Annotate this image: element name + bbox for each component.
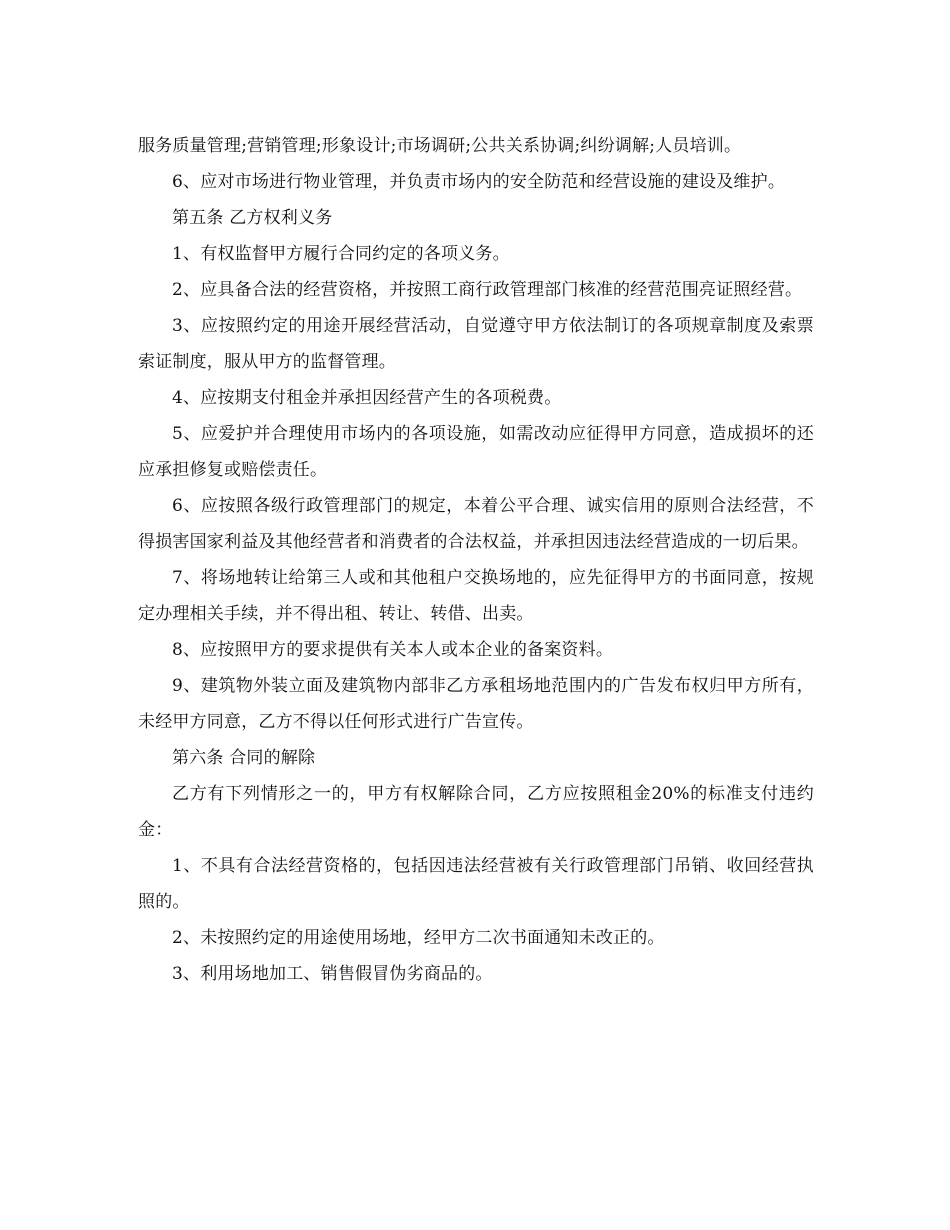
paragraph-1: 服务质量管理;营销管理;形象设计;市场调研;公共关系协调;纠纷调解;人员培训。	[138, 136, 742, 156]
paragraph-5: 2、应具备合法的经营资格，并按照工商行政管理部门核准的经营范围亮证照经营。	[172, 280, 803, 300]
paragraph-12: 9、建筑物外装立面及建筑物内部非乙方承租场地范围内的广告发布权归甲方所有，未经甲方同意，乙方不得以任何形式进行广告宣传。	[138, 676, 814, 732]
paragraph-11: 8、应按照甲方的要求提供有关本人或本企业的备案资料。	[172, 640, 614, 660]
paragraph-10: 7、将场地转让给第三人或和其他租户交换场地的，应先征得甲方的书面同意，按规定办理相关手续，并不得出租、转让、转借、出卖。	[138, 568, 814, 624]
paragraph-6: 3、应按照约定的用途开展经营活动，自觉遵守甲方依法制订的各项规章制度及索票索证制度，服从甲方的监督管理。	[138, 316, 814, 372]
paragraph-16: 2、未按照约定的用途使用场地，经甲方二次书面通知未改正的。	[172, 928, 665, 948]
paragraph-2: 6、应对市场进行物业管理，并负责市场内的安全防范和经营设施的建设及维护。	[172, 172, 786, 192]
document-body	[138, 128, 814, 992]
paragraph-9: 6、应按照各级行政管理部门的规定，本着公平合理、诚实信用的原则合法经营，不得损害国家利益及其他经营者和消费者的合法权益，并承担因违法经营造成的一切后果。	[138, 496, 814, 552]
paragraph-4: 1、有权监督甲方履行合同约定的各项义务。	[172, 244, 510, 264]
paragraph-7: 4、应按期支付租金并承担因经营产生的各项税费。	[172, 388, 562, 408]
paragraph-8: 5、应爱护并合理使用市场内的各项设施，如需改动应征得甲方同意，造成损坏的还应承担修复或赔偿责任。	[138, 424, 814, 480]
paragraph-17: 3、利用场地加工、销售假冒伪劣商品的。	[172, 964, 493, 984]
section-heading-5: 第五条 乙方权利义务	[172, 208, 333, 228]
paragraph-14: 乙方有下列情形之一的，甲方有权解除合同，乙方应按照租金20%的标准支付违约金：	[138, 784, 814, 840]
paragraph-15: 1、不具有合法经营资格的，包括因违法经营被有关行政管理部门吊销、收回经营执照的。	[138, 856, 814, 912]
section-heading-6: 第六条 合同的解除	[172, 748, 316, 768]
